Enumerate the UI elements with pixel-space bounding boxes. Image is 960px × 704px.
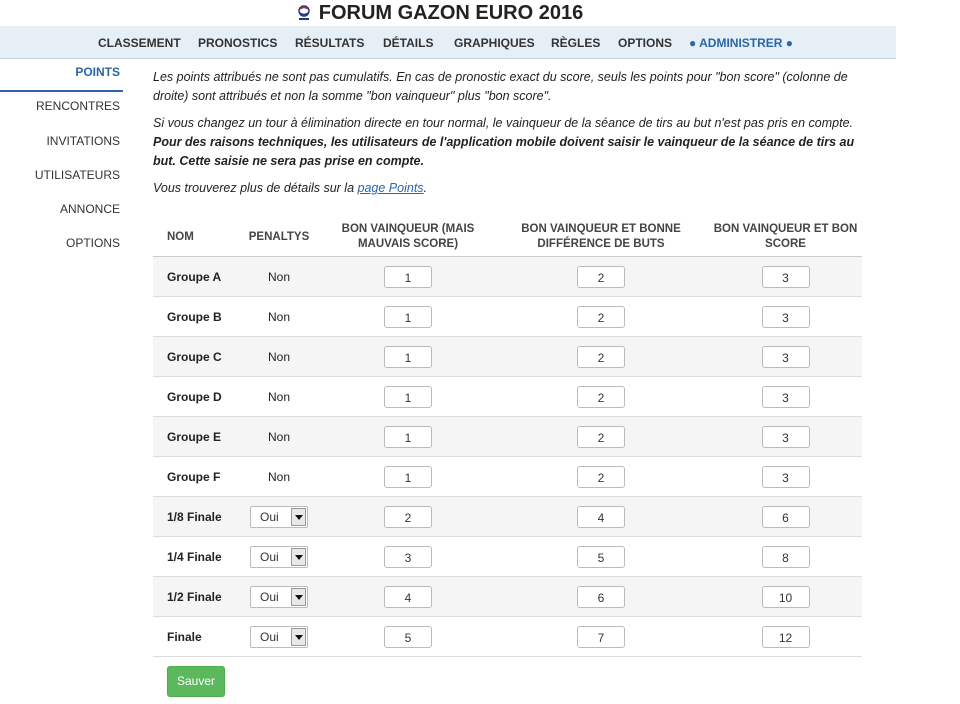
penaltys-value: Non: [267, 389, 290, 404]
penaltys-select-value: Oui: [260, 549, 279, 564]
penaltys-select[interactable]: [250, 506, 308, 528]
bon-score-cell: [709, 417, 862, 457]
bon-score-input[interactable]: 10: [762, 586, 810, 608]
bonne-difference-input[interactable]: 2: [577, 306, 625, 328]
bon-vainqueur-input[interactable]: 1: [384, 346, 432, 368]
sidebar-active-indicator: [0, 90, 123, 92]
bon-vainqueur-input[interactable]: 1: [384, 266, 432, 288]
page-points-link[interactable]: page Points: [357, 181, 424, 195]
row-name: Finale: [153, 617, 235, 657]
bon-vainqueur-cell: [323, 537, 493, 577]
bon-score-input[interactable]: 3: [762, 266, 810, 288]
bon-vainqueur-cell: [323, 417, 493, 457]
bon-vainqueur-cell: [323, 377, 493, 417]
intro-p3-suffix: .: [423, 181, 428, 195]
table-row: [153, 577, 862, 617]
chevron-down-icon[interactable]: [291, 628, 306, 646]
bonne-difference-cell: [493, 537, 709, 577]
bonne-difference-input[interactable]: 2: [577, 386, 625, 408]
row-name: Groupe E: [153, 417, 235, 457]
bon-vainqueur-cell: [323, 577, 493, 617]
nav-resultats[interactable]: RÉSULTATS: [295, 36, 365, 50]
penaltys-cell: [235, 257, 323, 297]
penaltys-cell: [235, 537, 323, 577]
intro-paragraph-3: [153, 179, 865, 198]
nav-regles[interactable]: RÈGLES: [551, 36, 601, 50]
bonne-difference-cell: [493, 257, 709, 297]
bonne-difference-cell: [493, 297, 709, 337]
bon-vainqueur-input[interactable]: 1: [384, 306, 432, 328]
penaltys-value: Non: [267, 429, 290, 444]
bon-score-cell: [709, 497, 862, 537]
bon-score-cell: [709, 617, 862, 657]
header-bon-vainqueur: BON VAINQUEUR (MAIS MAUVAIS SCORE): [323, 218, 493, 257]
nav-classement[interactable]: CLASSEMENT: [98, 36, 181, 50]
bon-score-input[interactable]: 3: [762, 466, 810, 488]
penaltys-cell: [235, 497, 323, 537]
points-table: [153, 218, 862, 657]
row-name: Groupe C: [153, 337, 235, 377]
bon-vainqueur-input[interactable]: 2: [384, 506, 432, 528]
bon-vainqueur-cell: [323, 257, 493, 297]
header-nom: NOM: [153, 218, 235, 257]
penaltys-cell: [235, 617, 323, 657]
penaltys-value: Non: [267, 309, 290, 324]
row-name: 1/4 Finale: [153, 537, 235, 577]
penaltys-cell: [235, 377, 323, 417]
bonne-difference-input[interactable]: 2: [577, 426, 625, 448]
table-row: [153, 377, 862, 417]
bon-vainqueur-input[interactable]: 1: [384, 466, 432, 488]
bonne-difference-input[interactable]: 4: [577, 506, 625, 528]
sidebar-item-points[interactable]: POINTS: [75, 65, 120, 79]
sidebar-item-options[interactable]: OPTIONS: [65, 236, 120, 250]
bonne-difference-input[interactable]: 7: [577, 626, 625, 648]
sidebar-item-rencontres[interactable]: RENCONTRES: [35, 99, 120, 113]
table-row: [153, 297, 862, 337]
intro-paragraph-1: Les points attribués ne sont pas cumulatifs. En cas de pronostic exact du score, seuls les points pour "bon score" (colonne de droite) sont attribués et non la somme "bon vainqueur" plus "bon score".: [153, 70, 848, 103]
bon-vainqueur-cell: [323, 617, 493, 657]
penaltys-cell: [235, 337, 323, 377]
bon-score-input[interactable]: 6: [762, 506, 810, 528]
penaltys-cell: [235, 297, 323, 337]
row-name: 1/8 Finale: [153, 497, 235, 537]
bon-score-cell: [709, 337, 862, 377]
penaltys-select[interactable]: [250, 586, 308, 608]
app-title-text: FORUM GAZON EURO 2016: [318, 2, 584, 24]
sidebar-item-utilisateurs[interactable]: UTILISATEURS: [34, 168, 120, 182]
bonne-difference-cell: [493, 497, 709, 537]
bon-score-cell: [709, 377, 862, 417]
chevron-down-icon[interactable]: [291, 588, 306, 606]
bonne-difference-input[interactable]: 5: [577, 546, 625, 568]
nav-options[interactable]: OPTIONS: [618, 36, 673, 50]
penaltys-cell: [235, 577, 323, 617]
nav-graphiques[interactable]: GRAPHIQUES: [454, 36, 535, 50]
bon-score-input[interactable]: 3: [762, 386, 810, 408]
penaltys-select[interactable]: [250, 546, 308, 568]
chevron-down-icon[interactable]: [291, 508, 306, 526]
bonne-difference-cell: [493, 337, 709, 377]
bon-score-cell: [709, 257, 862, 297]
bon-vainqueur-input[interactable]: 1: [384, 426, 432, 448]
table-row: [153, 337, 862, 377]
nav-administrer[interactable]: ● ADMINISTRER ●: [689, 36, 794, 50]
sidebar-item-annonce[interactable]: ANNONCE: [59, 202, 120, 216]
row-name: Groupe A: [153, 257, 235, 297]
penaltys-value: Non: [267, 269, 290, 284]
penaltys-cell: [235, 417, 323, 457]
bon-score-input[interactable]: 3: [762, 426, 810, 448]
intro-p3-prefix: Vous trouverez plus de détails sur la: [153, 181, 358, 195]
bonne-difference-cell: [493, 577, 709, 617]
penaltys-select[interactable]: [250, 626, 308, 648]
row-name: Groupe B: [153, 297, 235, 337]
row-name: Groupe F: [153, 457, 235, 497]
penaltys-select-value: Oui: [260, 509, 279, 524]
table-row: [153, 537, 862, 577]
row-name: 1/2 Finale: [153, 577, 235, 617]
table-row: [153, 257, 862, 297]
table-row: [153, 417, 862, 457]
app-title: [0, 0, 880, 26]
main-nav: [0, 26, 896, 59]
penaltys-cell: [235, 457, 323, 497]
bonne-difference-cell: [493, 417, 709, 457]
table-row: [153, 497, 862, 537]
bon-vainqueur-cell: [323, 457, 493, 497]
intro-paragraph-2: [153, 114, 865, 171]
bonne-difference-input[interactable]: 2: [577, 466, 625, 488]
table-row: [153, 457, 862, 497]
bon-score-input[interactable]: 3: [762, 306, 810, 328]
bonne-difference-cell: [493, 377, 709, 417]
bon-vainqueur-input[interactable]: 4: [384, 586, 432, 608]
intro-p2-text: Si vous changez un tour à élimination directe en tour normal, le vainqueur de la séance de tirs au but n'est pas pris en compte.: [153, 116, 854, 130]
bonne-difference-input[interactable]: 2: [577, 266, 625, 288]
bonne-difference-cell: [493, 457, 709, 497]
nav-pronostics[interactable]: PRONOSTICS: [198, 36, 278, 50]
points-explanation: [153, 68, 865, 206]
bon-vainqueur-cell: [323, 337, 493, 377]
header-bonne-difference: BON VAINQUEUR ET BONNE DIFFÉRENCE DE BUTS: [493, 218, 709, 257]
intro-p2-bold: Pour des raisons techniques, les utilisateurs de l'application mobile doivent saisir le vainqueur de la séance de tirs au but. Cette saisie ne sera pas prise en compte.: [153, 135, 855, 168]
bon-vainqueur-cell: [323, 297, 493, 337]
table-row: [153, 617, 862, 657]
chevron-down-icon[interactable]: [291, 548, 306, 566]
bon-vainqueur-input[interactable]: 5: [384, 626, 432, 648]
bonne-difference-cell: [493, 617, 709, 657]
bon-score-cell: [709, 577, 862, 617]
header-penaltys: PENALTYS: [235, 218, 323, 257]
nav-details[interactable]: DÉTAILS: [383, 36, 434, 50]
sidebar-item-invitations[interactable]: INVITATIONS: [46, 134, 120, 148]
bon-vainqueur-input[interactable]: 1: [384, 386, 432, 408]
bon-score-cell: [709, 537, 862, 577]
bon-score-cell: [709, 297, 862, 337]
bon-vainqueur-input[interactable]: 3: [384, 546, 432, 568]
bonne-difference-input[interactable]: 2: [577, 346, 625, 368]
penaltys-select-value: Oui: [260, 589, 279, 604]
bon-score-cell: [709, 457, 862, 497]
bon-vainqueur-cell: [323, 497, 493, 537]
penaltys-value: Non: [267, 349, 290, 364]
penaltys-value: Non: [267, 469, 290, 484]
bonne-difference-input[interactable]: 6: [577, 586, 625, 608]
penaltys-select-value: Oui: [260, 629, 279, 644]
row-name: Groupe D: [153, 377, 235, 417]
bon-score-input[interactable]: 12: [762, 626, 810, 648]
euro-logo-icon: [297, 5, 311, 23]
bon-score-input[interactable]: 3: [762, 346, 810, 368]
save-button[interactable]: Sauver: [167, 666, 225, 697]
bon-score-input[interactable]: 8: [762, 546, 810, 568]
header-bon-score: BON VAINQUEUR ET BON SCORE: [709, 218, 862, 257]
